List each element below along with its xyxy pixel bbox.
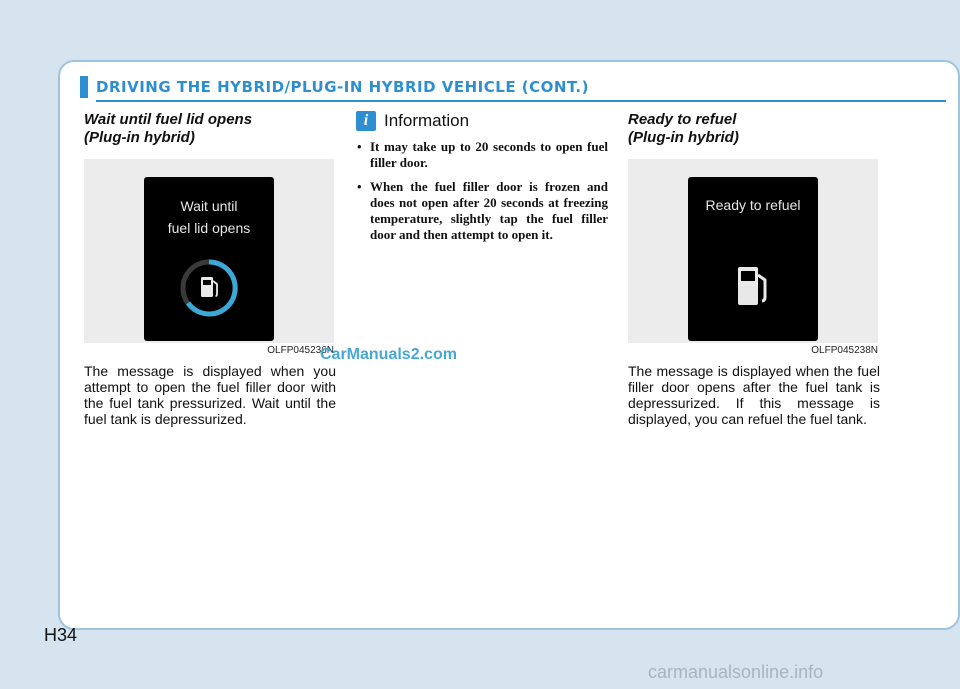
section-title-bar	[80, 76, 942, 98]
heading-line: Ready to refuel	[628, 111, 737, 128]
information-list	[356, 139, 608, 243]
display-message: Ready to refuel	[705, 197, 801, 213]
section-title: DRIVING THE HYBRID/PLUG-IN HYBRID VEHICLE (CONT.)	[96, 78, 589, 96]
footer-watermark: carmanualsonline.info	[648, 662, 824, 682]
cluster-figure	[628, 159, 878, 356]
section-heading	[84, 111, 336, 147]
display-message	[144, 195, 274, 239]
figure-code: OLFP045238N	[811, 345, 878, 356]
section-wait-fuel-lid	[84, 111, 336, 427]
cluster-figure	[84, 159, 334, 356]
cluster-display	[144, 177, 274, 341]
title-rule	[96, 100, 946, 102]
section-body: The message is displayed when the fuel filler door opens after the fuel tank is depressurized. If this message is displayed, you can refuel the fuel tank.	[628, 363, 880, 427]
information-item: • When the fuel filler door is frozen and does not open after 20 seconds at freezing temperature, slightly tap the fuel filler door and then attempt to open it.	[356, 179, 608, 243]
display-line: fuel lid opens	[167, 220, 251, 236]
section-body: The message is displayed when you attempt to open the fuel filler door with the fuel tank pressurized. Wait until the fuel tank is depressurized.	[84, 363, 336, 427]
section-heading	[628, 111, 880, 147]
page-number: H34	[44, 625, 78, 645]
watermark: CarManuals2.com	[320, 346, 457, 363]
fuel-pump-progress-icon	[178, 257, 240, 319]
section-ready-to-refuel	[628, 111, 880, 427]
information-box	[356, 111, 608, 251]
information-item: • It may take up to 20 seconds to open fuel filler door.	[356, 139, 608, 171]
heading-line: Wait until fuel lid opens	[84, 111, 253, 128]
fuel-pump-icon	[732, 261, 778, 311]
information-header	[356, 111, 608, 131]
figure-code: OLFP045236N	[267, 345, 334, 356]
info-icon: i	[356, 111, 376, 131]
heading-subline: (Plug-in hybrid)	[84, 129, 195, 146]
display-line: Wait until	[180, 198, 238, 214]
heading-subline: (Plug-in hybrid)	[628, 129, 739, 146]
title-accent-block	[80, 76, 88, 98]
information-title: Information	[384, 111, 470, 130]
cluster-display	[688, 177, 818, 341]
manual-page	[58, 60, 960, 630]
